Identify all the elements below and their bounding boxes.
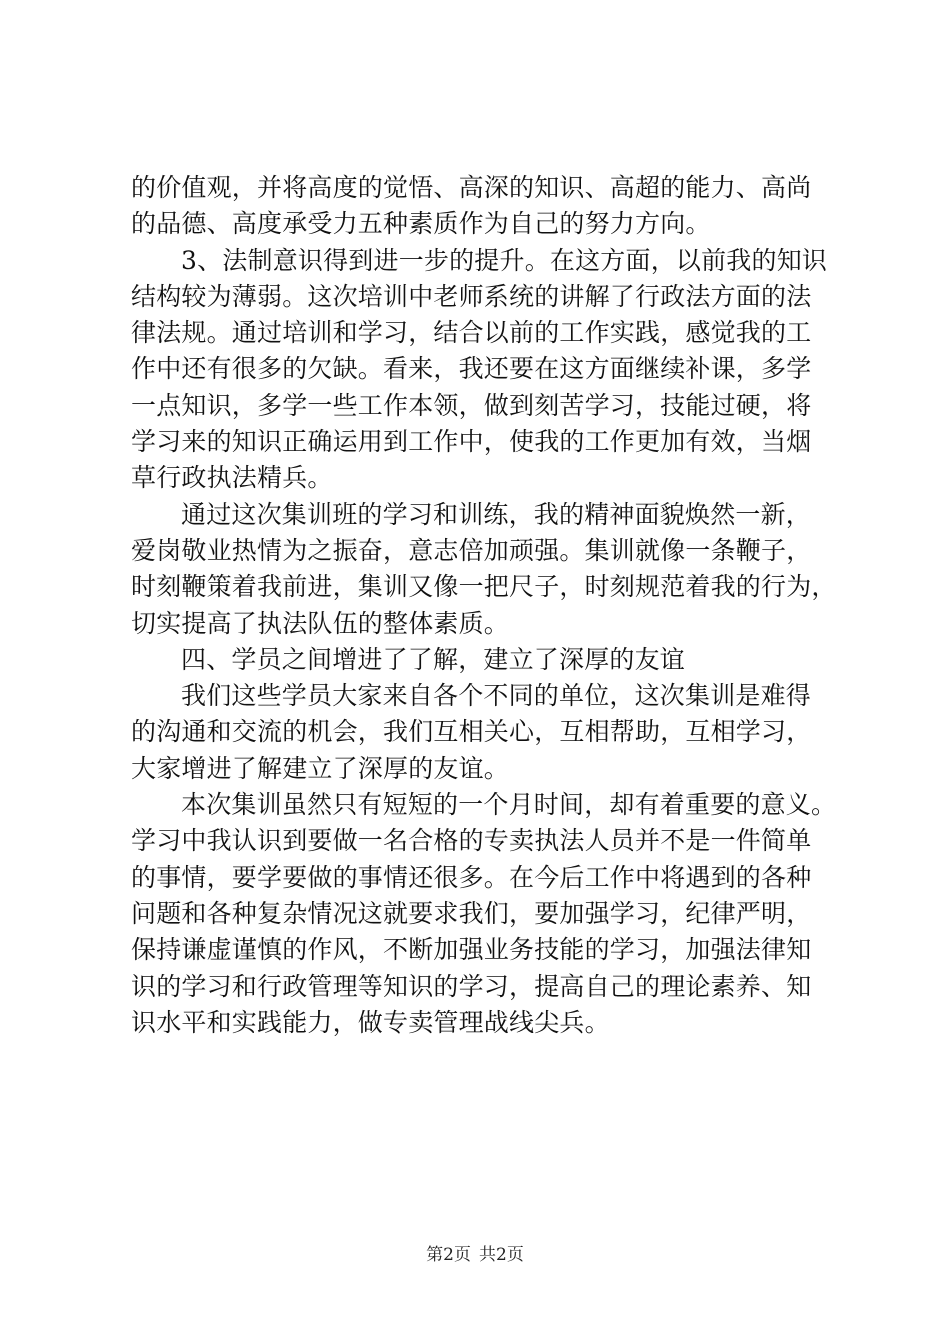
text-line: 一点知识，多学一些工作本领，做到刻苦学习，技能过硬，将 — [131, 390, 812, 420]
text-line: 本次集训虽然只有短短的一个月时间，却有着重要的意义。 — [181, 790, 837, 820]
document-body — [131, 170, 837, 1041]
text-line: 时刻鞭策着我前进，集训又像一把尺子，时刻规范着我的行为， — [131, 572, 837, 602]
text-line: 通过这次集训班的学习和训练，我的精神面貌焕然一新， — [181, 499, 812, 529]
text-line: 作中还有很多的欠缺。看来，我还要在这方面继续补课，多学 — [131, 354, 812, 384]
page-number: 第2页 — [426, 1245, 471, 1265]
text-line: 的品德、高度承受力五种素质作为自己的努力方向。 — [131, 209, 711, 239]
text-line: 保持谦虚谨慎的作风，不断加强业务技能的学习，加强法律知 — [131, 935, 812, 965]
text-line: 识水平和实践能力，做专卖管理战线尖兵。 — [131, 1007, 610, 1037]
text-line: 切实提高了执法队伍的整体素质。 — [131, 608, 510, 638]
page-total: 共2页 — [479, 1245, 524, 1265]
text-line: 学习来的知识正确运用到工作中，使我的工作更加有效，当烟 — [131, 427, 812, 457]
text-line: 我们这些学员大家来自各个不同的单位，这次集训是难得 — [181, 681, 812, 711]
section-heading: 四、学员之间增进了了解，建立了深厚的友谊 — [181, 644, 686, 674]
text-line: 问题和各种复杂情况这就要求我们，要加强学习，纪律严明， — [131, 898, 812, 928]
text-line: 的价值观，并将高度的觉悟、高深的知识、高超的能力、高尚 — [131, 173, 812, 202]
text-line: 大家增进了解建立了深厚的友谊。 — [131, 753, 510, 783]
text-line: 爱岗敬业热情为之振奋，意志倍加顽强。集训就像一条鞭子， — [131, 535, 812, 565]
text-line: 学习中我认识到要做一名合格的专卖执法人员并不是一件简单 — [131, 826, 812, 856]
text-line: 识的学习和行政管理等知识的学习，提高自己的理论素养、知 — [131, 971, 812, 1001]
text-line: 律法规。通过培训和学习，结合以前的工作实践，感觉我的工 — [131, 318, 812, 348]
text-line: 的沟通和交流的机会，我们互相关心，互相帮助，互相学习， — [131, 717, 812, 747]
text-line: 的事情，要学要做的事情还很多。在今后工作中将遇到的各种 — [131, 862, 812, 892]
text-line: 结构较为薄弱。这次培训中老师系统的讲解了行政法方面的法 — [131, 281, 812, 311]
page-footer — [0, 1244, 950, 1266]
text-line: 草行政执法精兵。 — [131, 463, 333, 493]
text-line: 3、法制意识得到进一步的提升。在这方面，以前我的知识 — [181, 245, 828, 275]
